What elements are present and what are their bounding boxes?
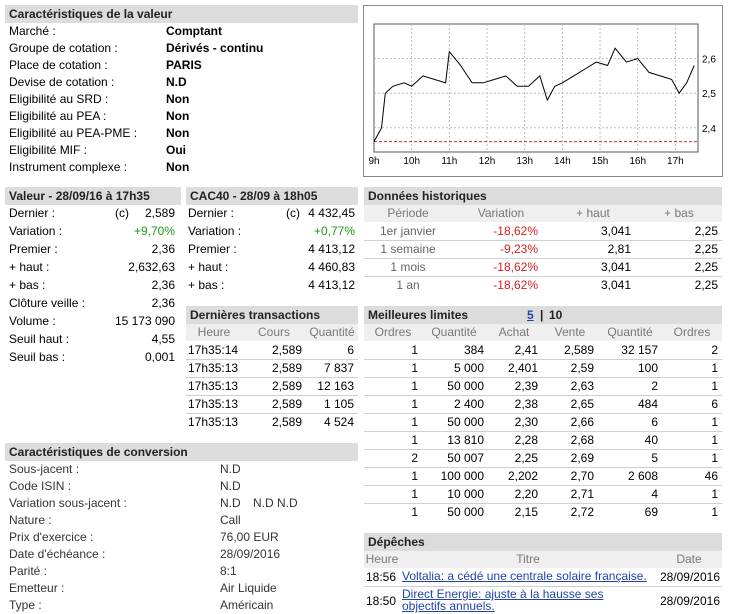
- chart-plot-area: [374, 24, 698, 152]
- valeur-label: + bas :: [9, 278, 46, 292]
- transactions-header: Quantité: [309, 325, 355, 339]
- carac-value: Non: [166, 92, 190, 106]
- carac-row: [9, 23, 349, 40]
- cac40-row: [188, 277, 355, 294]
- historiques-title: Données historiques: [364, 187, 722, 205]
- limites-cell: 2,38: [514, 397, 538, 411]
- depeches-news-link[interactable]: Direct Energie: ajuste à la hausse ses: [402, 587, 604, 601]
- chart-y-tick-label: 2,6: [702, 54, 716, 66]
- cac40-row: [188, 223, 355, 240]
- historiques-cell: 2,25: [694, 224, 718, 238]
- limites-cell: 2,30: [514, 415, 538, 429]
- limites-cell: 2,66: [570, 415, 594, 429]
- price-chart-svg: [364, 6, 722, 176]
- limites-cell: 2,65: [570, 397, 594, 411]
- conversion-row: [9, 512, 349, 529]
- valeur-row: [9, 331, 177, 348]
- conversion-value: 8:1: [220, 564, 237, 578]
- carac-label: Eligibilité au SRD :: [9, 92, 109, 106]
- carac-row: [9, 125, 349, 142]
- limites-cell: 1: [411, 505, 418, 519]
- valeur-label: Clôture veille :: [9, 296, 86, 310]
- historiques-table: [364, 205, 722, 295]
- conversion-label: Date d'échéance :: [9, 547, 106, 561]
- limites-cell: 2,589: [563, 343, 594, 357]
- carac-value: Non: [166, 160, 190, 174]
- carac-row: [9, 57, 349, 74]
- carac-row: [9, 91, 349, 108]
- conversion-title: Caractéristiques de conversion: [5, 443, 358, 461]
- historiques-header: + bas: [664, 206, 694, 220]
- carac-value: PARIS: [166, 58, 202, 72]
- carac-row: [9, 40, 349, 57]
- valeur-row: [9, 277, 177, 294]
- depeches-table: [364, 551, 722, 613]
- historiques-cell: 3,041: [600, 278, 631, 292]
- valeur-label: + haut :: [9, 260, 50, 274]
- conversion-row: [9, 529, 349, 546]
- carac-label: Eligibilité au PEA :: [9, 109, 107, 123]
- limites-cell: 1: [411, 379, 418, 393]
- limites-cell: 50 000: [447, 415, 484, 429]
- conversion-extra: N.D N.D: [253, 496, 298, 510]
- limites-cell: 13 810: [447, 433, 484, 447]
- carac-label: Marché :: [9, 24, 56, 38]
- limites-cell: 2,71: [570, 487, 594, 501]
- limites-cell: 2,70: [570, 469, 594, 483]
- carac-value: N.D: [166, 75, 187, 89]
- limites-cell: 1: [411, 397, 418, 411]
- transactions-cell: 2,589: [271, 343, 302, 357]
- valeur-value: 2,36: [151, 242, 175, 256]
- valeur-row: [9, 313, 177, 330]
- limites-cell: 1: [711, 415, 718, 429]
- limites-cell: 2: [651, 379, 658, 393]
- conversion-value: N.D: [220, 496, 241, 510]
- conversion-value: N.D: [220, 462, 241, 476]
- limites-cell: 2,28: [514, 433, 538, 447]
- valeur-label: Premier :: [9, 242, 58, 256]
- chart-y-tick-label: 2,5: [702, 89, 716, 101]
- limites-cell: 2,41: [514, 343, 538, 357]
- conversion-row: [9, 478, 349, 495]
- cac40-label: + bas :: [188, 278, 225, 292]
- limites-cell: 6: [711, 397, 718, 411]
- valeur-label: Variation :: [9, 224, 63, 238]
- limites-header: Quantité: [607, 325, 653, 339]
- limites-cell: 2,25: [514, 451, 538, 465]
- conversion-label: Sous-jacent :: [9, 462, 80, 476]
- valeur-value: 0,001: [144, 350, 175, 364]
- limites-cell: 1: [411, 469, 418, 483]
- transactions-table: [186, 324, 358, 434]
- carac-row: [9, 142, 349, 159]
- conversion-value: Call: [220, 513, 241, 527]
- cac40-value: 4 460,83: [308, 260, 355, 274]
- carac-row: [9, 159, 349, 176]
- chart-x-tick-label: 17h: [667, 156, 684, 167]
- valeur-row: [9, 259, 177, 276]
- valeur-value: 2,632,63: [128, 260, 175, 274]
- transactions-cell: 12 163: [317, 379, 354, 393]
- conversion-value: Américain: [220, 598, 274, 612]
- historiques-header: + haut: [576, 206, 610, 220]
- transactions-cell: 17h35:13: [188, 397, 239, 411]
- cac40-row: [188, 259, 355, 276]
- historiques-cell: 2,81: [607, 242, 631, 256]
- valeur-label: Volume :: [9, 314, 56, 328]
- valeur-row: [9, 205, 177, 222]
- depeches-header: Date: [676, 552, 702, 566]
- limites-cell: 2,20: [514, 487, 538, 501]
- cac40-row: [188, 205, 355, 222]
- limites-header: Ordres: [374, 325, 412, 339]
- carac-value: Non: [166, 126, 190, 140]
- depeches-date: 28/09/2016: [659, 594, 720, 608]
- limites-cell: 484: [637, 397, 658, 411]
- historiques-header: Variation: [477, 206, 525, 220]
- depeches-news-link-cont[interactable]: objectifs annuels.: [402, 599, 495, 613]
- price-chart: [363, 5, 723, 177]
- valeur-row: [9, 295, 177, 312]
- carac-label: Devise de cotation :: [9, 75, 115, 89]
- cac40-value: 4 432,45: [308, 206, 355, 220]
- limites-cell: 5: [651, 451, 658, 465]
- limites-cell: 1: [411, 343, 418, 357]
- transactions-cell: 1 105: [323, 397, 354, 411]
- limites-cell: 1: [411, 415, 418, 429]
- conversion-row: [9, 597, 349, 614]
- conversion-row: [9, 563, 349, 580]
- valeur-value: 2,589: [144, 206, 175, 220]
- historiques-cell: -18,62%: [493, 224, 538, 238]
- limites-cell: 1: [711, 487, 718, 501]
- limites-cell: 40: [644, 433, 658, 447]
- conversion-row: [9, 546, 349, 563]
- limites-cell: 5 000: [453, 361, 484, 375]
- valeur-value: +9,70%: [133, 224, 175, 238]
- limites-cell: 1: [711, 451, 718, 465]
- depeches-time: 18:50: [366, 594, 397, 608]
- chart-x-tick-label: 13h: [516, 156, 534, 167]
- carac-label: Eligibilité au PEA-PME :: [9, 126, 138, 140]
- valeur-title: Valeur - 28/09/16 à 17h35: [5, 187, 181, 205]
- historiques-cell: 1 an: [396, 278, 420, 292]
- limites-cell: 46: [704, 469, 718, 483]
- limites-title-text: Meilleures limites: [368, 308, 469, 322]
- historiques-cell: -18,62%: [493, 278, 538, 292]
- carac-label: Groupe de cotation :: [9, 41, 118, 55]
- cac40-value: 4 413,12: [308, 278, 355, 292]
- transactions-cell: 17h35:13: [188, 361, 239, 375]
- conversion-label: Nature :: [9, 513, 52, 527]
- historiques-cell: -9,23%: [499, 242, 538, 256]
- historiques-cell: 1 mois: [390, 260, 426, 274]
- limites-5-link[interactable]: 5: [527, 308, 534, 322]
- limites-cell: 2,63: [570, 379, 594, 393]
- valeur-label: Seuil haut :: [9, 332, 70, 346]
- conversion-label: Prix d'exercice :: [9, 530, 94, 544]
- limites-cell: 1: [711, 433, 718, 447]
- limites-cell: 50 000: [447, 379, 484, 393]
- limites-cell: 100: [637, 361, 658, 375]
- valeur-label: Dernier :: [9, 206, 56, 220]
- valeur-row: [9, 241, 177, 258]
- cac40-row: [188, 241, 355, 258]
- limites-cell: 100 000: [440, 469, 484, 483]
- limites-cell: 1: [411, 433, 418, 447]
- limites-cell: 2 608: [627, 469, 658, 483]
- cac40-title: CAC40 - 28/09 à 18h05: [186, 187, 358, 205]
- limites-cell: 384: [463, 343, 484, 357]
- depeches-header: Heure: [365, 552, 399, 566]
- conversion-value: N.D: [220, 479, 241, 493]
- limites-cell: 32 157: [621, 343, 658, 357]
- cac40-value: +0,77%: [313, 224, 355, 238]
- cac40-label: Dernier :: [188, 206, 235, 220]
- limites-cell: 1: [711, 361, 718, 375]
- carac-value: Non: [166, 109, 190, 123]
- conversion-row: [9, 580, 349, 597]
- limites-cell: 2,68: [570, 433, 594, 447]
- transactions-header: Heure: [197, 325, 231, 339]
- valeur-value: 4,55: [151, 332, 175, 346]
- limites-cell: 1: [711, 505, 718, 519]
- historiques-cell: 1 semaine: [380, 242, 436, 256]
- carac-label: Place de cotation :: [9, 58, 108, 72]
- depeches-date: 28/09/2016: [659, 570, 720, 584]
- depeches-header: Titre: [516, 552, 540, 566]
- carac-value: Oui: [166, 143, 186, 157]
- chart-x-tick-label: 15h: [591, 156, 609, 167]
- valeur-row: [9, 223, 177, 240]
- limites-cell: 6: [651, 415, 658, 429]
- transactions-title: Dernières transactions: [186, 306, 358, 324]
- limites-title: [364, 306, 722, 324]
- depeches-title: Dépêches: [364, 533, 722, 551]
- limites-cell: 10 000: [447, 487, 484, 501]
- valeur-value: 2,36: [151, 278, 175, 292]
- cac40-value: 4 413,12: [308, 242, 355, 256]
- valeur-label: Seuil bas :: [9, 350, 66, 364]
- historiques-cell: 2,25: [694, 278, 718, 292]
- conversion-row: [9, 461, 349, 478]
- limites-table: [364, 324, 722, 524]
- limites-cell: 50 007: [447, 451, 484, 465]
- limites-cell: 2,69: [570, 451, 594, 465]
- chart-x-tick-label: 12h: [478, 156, 496, 167]
- valeur-value: 2,36: [151, 296, 175, 310]
- transactions-cell: 17h35:14: [188, 343, 239, 357]
- limites-cell: 2,39: [514, 379, 538, 393]
- limites-header: Ordres: [673, 325, 711, 339]
- cac40-prefix: (c): [286, 206, 300, 220]
- historiques-cell: 3,041: [600, 224, 631, 238]
- carac-value: Comptant: [166, 24, 222, 38]
- conversion-value: 76,00 EUR: [220, 530, 279, 544]
- conversion-value: 28/09/2016: [220, 547, 281, 561]
- cac40-label: Premier :: [188, 242, 237, 256]
- transactions-cell: 17h35:13: [188, 379, 239, 393]
- conversion-label: Type :: [9, 598, 42, 612]
- historiques-cell: -18,62%: [493, 260, 538, 274]
- limites-cell: 69: [644, 505, 658, 519]
- limites-header: Quantité: [431, 325, 477, 339]
- conversion-label: Parité :: [9, 564, 48, 578]
- transactions-cell: 2,589: [271, 397, 302, 411]
- chart-y-tick-label: 2,4: [702, 123, 716, 135]
- carac-value: Dérivés - continu: [166, 41, 264, 55]
- historiques-cell: 2,25: [694, 260, 718, 274]
- historiques-cell: 1er janvier: [379, 224, 437, 238]
- limites-cell: 2 400: [453, 397, 484, 411]
- caracteristiques-title: Caractéristiques de la valeur: [5, 5, 358, 23]
- limites-cell: 1: [411, 487, 418, 501]
- transactions-cell: 2,589: [271, 361, 302, 375]
- limites-header: Vente: [554, 325, 586, 339]
- conversion-row: [9, 495, 349, 512]
- transactions-cell: 7 837: [323, 361, 354, 375]
- limites-cell: 2,72: [570, 505, 594, 519]
- valeur-value: 15 173 090: [114, 314, 175, 328]
- chart-x-tick-label: 9h: [368, 156, 380, 167]
- limites-cell: 2: [711, 343, 718, 357]
- limites-cell: 4: [651, 487, 658, 501]
- limites-cell: 1: [411, 361, 418, 375]
- carac-row: [9, 74, 349, 91]
- conversion-label: Code ISIN :: [9, 479, 72, 493]
- historiques-header: Période: [387, 206, 429, 220]
- transactions-cell: 6: [347, 343, 354, 357]
- cac40-label: Variation :: [188, 224, 242, 238]
- transactions-cell: 2,589: [271, 415, 302, 429]
- chart-x-tick-label: 11h: [441, 156, 458, 167]
- limites-header: Achat: [498, 325, 530, 339]
- cac40-label: + haut :: [188, 260, 229, 274]
- chart-x-tick-label: 14h: [554, 156, 571, 167]
- historiques-cell: 3,041: [600, 260, 631, 274]
- conversion-value: Air Liquide: [220, 581, 277, 595]
- valeur-row: [9, 349, 177, 366]
- depeches-news-link[interactable]: Voltalia: a cédé une centrale solaire française.: [402, 569, 647, 583]
- transactions-header: Cours: [257, 325, 290, 339]
- carac-row: [9, 108, 349, 125]
- limites-cell: 2,59: [570, 361, 594, 375]
- valeur-prefix: (c): [115, 206, 129, 220]
- limites-cell: 2,15: [514, 505, 538, 519]
- conversion-label: Emetteur :: [9, 581, 65, 595]
- limites-cell: 2: [411, 451, 418, 465]
- transactions-cell: 4 524: [323, 415, 354, 429]
- carac-label: Eligibilité MIF :: [9, 143, 88, 157]
- limites-cell: 1: [711, 379, 718, 393]
- limites-separator: |: [540, 308, 544, 322]
- transactions-cell: 2,589: [271, 379, 302, 393]
- transactions-cell: 17h35:13: [188, 415, 239, 429]
- limites-cell: 2,202: [507, 469, 538, 483]
- carac-label: Instrument complexe :: [9, 160, 128, 174]
- depeches-time: 18:56: [366, 570, 397, 584]
- historiques-cell: 2,25: [694, 242, 718, 256]
- conversion-label: Variation sous-jacent :: [9, 496, 127, 510]
- limites-cell: 2,401: [507, 361, 538, 375]
- chart-x-tick-label: 10h: [403, 156, 421, 167]
- chart-x-tick-label: 16h: [629, 156, 647, 167]
- limites-10-option[interactable]: 10: [549, 308, 563, 322]
- limites-cell: 50 000: [447, 505, 484, 519]
